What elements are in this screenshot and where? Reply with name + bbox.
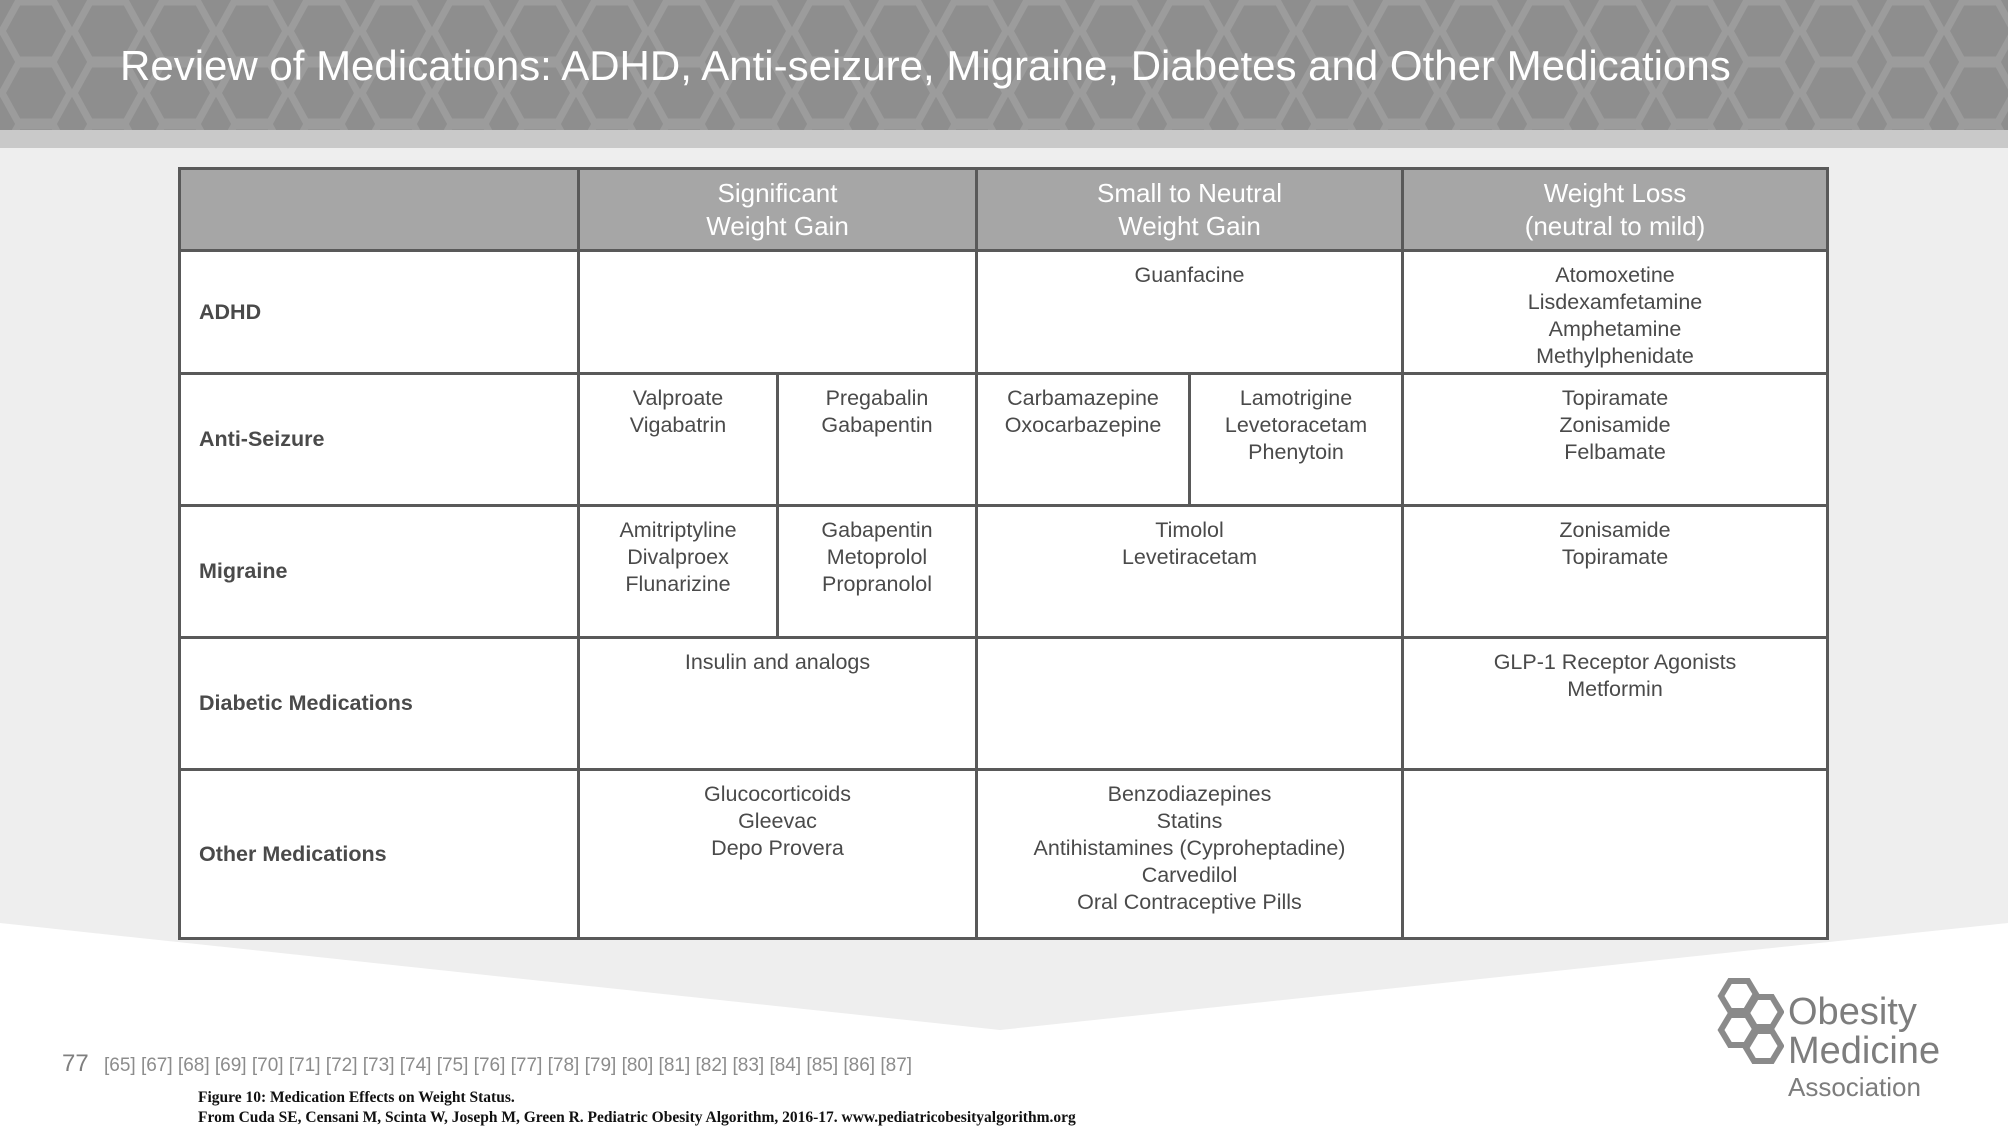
logo-line-2: Medicine [1788, 1030, 1941, 1072]
cell-anti-seizure-significant-a: Valproate Vigabatrin [579, 374, 778, 506]
header-small-neutral: Small to Neutral Weight Gain [977, 169, 1403, 251]
cell-other-small-neutral: Benzodiazepines Statins Antihistamines (Cyproheptadine) Carvedilol Oral Contraceptive Pills [977, 770, 1403, 939]
reference-list: [65] [67] [68] [69] [70] [71] [72] [73] [74] [75] [76] [77] [78] [79] [80] [81] [82] [83] [84] [85] [86] [87] [103, 1055, 913, 1076]
logo-line-1: Obesity [1788, 991, 1917, 1033]
cell-migraine-significant-b: Gabapentin Metoprolol Propranolol [778, 506, 977, 638]
obesity-medicine-logo [1714, 975, 1984, 1100]
cell-adhd-small-neutral: Guanfacine [977, 251, 1403, 374]
header-weight-loss: Weight Loss (neutral to mild) [1403, 169, 1828, 251]
cell-other-weight-loss [1403, 770, 1828, 939]
footer-references [62, 1050, 912, 1078]
slide-number: 77 [62, 1050, 89, 1077]
header-empty [180, 169, 579, 251]
table-row-migraine [180, 506, 1828, 638]
cell-anti-seizure-significant-b: Pregabalin Gabapentin [778, 374, 977, 506]
banner-strip [0, 130, 2008, 148]
row-label-other: Other Medications [180, 770, 579, 939]
cell-other-significant: Glucocorticoids Gleevac Depo Provera [579, 770, 977, 939]
table-row-other [180, 770, 1828, 939]
cell-diabetic-weight-loss: GLP-1 Receptor Agonists Metformin [1403, 638, 1828, 770]
cell-adhd-significant [579, 251, 977, 374]
hexagon-cluster-icon [1714, 977, 1784, 1077]
row-label-migraine: Migraine [180, 506, 579, 638]
cell-diabetic-small-neutral [977, 638, 1403, 770]
cell-migraine-significant-a: Amitriptyline Divalproex Flunarizine [579, 506, 778, 638]
row-label-diabetic: Diabetic Medications [180, 638, 579, 770]
cell-diabetic-significant: Insulin and analogs [579, 638, 977, 770]
cell-migraine-weight-loss: Zonisamide Topiramate [1403, 506, 1828, 638]
logo-text [1788, 993, 1940, 1100]
cell-anti-seizure-weight-loss: Topiramate Zonisamide Felbamate [1403, 374, 1828, 506]
row-label-adhd: ADHD [180, 251, 579, 374]
cell-adhd-weight-loss: Atomoxetine Lisdexamfetamine Amphetamine Methylphenidate [1403, 251, 1828, 374]
table-row-anti-seizure [180, 374, 1828, 506]
header-row [180, 169, 1828, 251]
row-label-anti-seizure: Anti-Seizure [180, 374, 579, 506]
slide-title: Review of Medications: ADHD, Anti-seizure, Migraine, Diabetes and Other Medications [120, 42, 1731, 89]
medication-table [178, 167, 1826, 937]
table-row-adhd [180, 251, 1828, 374]
table-row-diabetic [180, 638, 1828, 770]
cell-anti-seizure-small-neutral-a: Carbamazepine Oxocarbazepine [977, 374, 1190, 506]
title-banner [0, 0, 2008, 148]
figure-caption [198, 1088, 1076, 1128]
cell-anti-seizure-small-neutral-b: Lamotrigine Levetoracetam Phenytoin [1190, 374, 1403, 506]
caption-line-2: From Cuda SE, Censani M, Scinta W, Joseph M, Green R. Pediatric Obesity Algorithm, 2016-17. www.pediatricobesityalgorithm.org [198, 1109, 1076, 1126]
cell-migraine-small-neutral: Timolol Levetiracetam [977, 506, 1403, 638]
logo-line-3: Association [1788, 1072, 1921, 1102]
header-significant: Significant Weight Gain [579, 169, 977, 251]
caption-line-1: Figure 10: Medication Effects on Weight Status. [198, 1089, 515, 1106]
